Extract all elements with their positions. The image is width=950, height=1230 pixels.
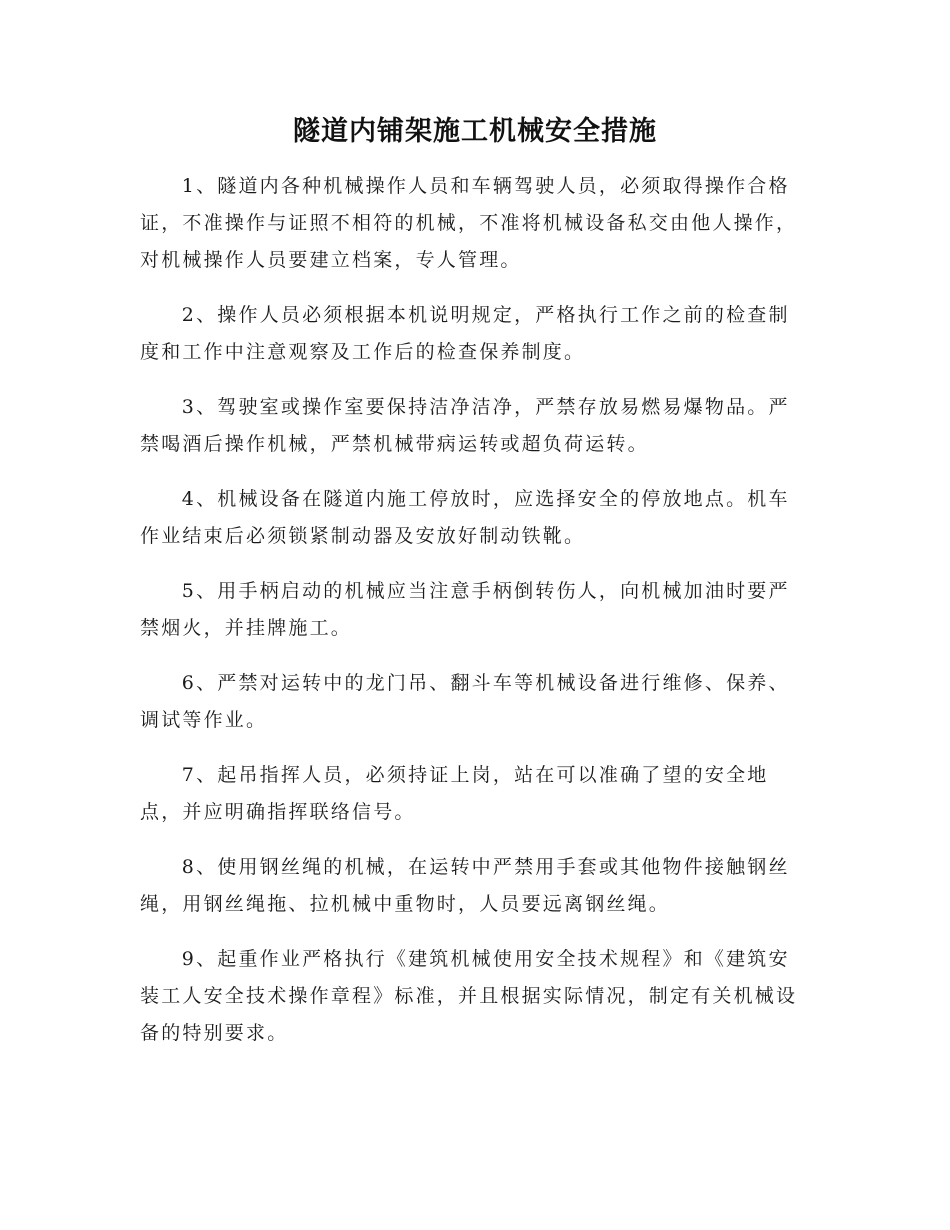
paragraph-9: 9、起重作业严格执行《建筑机械使用安全技术规程》和《建筑安装工人安全技术操作章程》标准，并且根据实际情况，制定有关机械设备的特别要求。 [140, 948, 798, 1044]
paragraph-2: 2、操作人员必须根据本机说明规定，严格执行工作之前的检查制度和工作中注意观察及工作后的检查保养制度。 [140, 304, 790, 363]
document-body [140, 168, 810, 1052]
paragraph-6: 6、严禁对运转中的龙门吊、翻斗车等机械设备进行维修、保养、调试等作业。 [140, 672, 790, 731]
document-title: 隧道内铺架施工机械安全措施 [293, 116, 657, 147]
paragraph-8: 8、使用钢丝绳的机械，在运转中严禁用手套或其他物件接触钢丝绳，用钢丝绳拖、拉机械中重物时，人员要远离钢丝绳。 [140, 856, 790, 915]
paragraph-3: 3、驾驶室或操作室要保持洁净洁净，严禁存放易燃易爆物品。严禁喝酒后操作机械，严禁机械带病运转或超负荷运转。 [140, 396, 790, 455]
paragraph-7: 7、起吊指挥人员，必须持证上岗，站在可以准确了望的安全地点，并应明确指挥联络信号。 [140, 764, 769, 823]
paragraph-4: 4、机械设备在隧道内施工停放时，应选择安全的停放地点。机车作业结束后必须锁紧制动器及安放好制动铁靴。 [140, 488, 790, 547]
paragraph-1: 1、隧道内各种机械操作人员和车辆驾驶人员，必须取得操作合格证，不准操作与证照不相符的机械，不准将机械设备私交由他人操作，对机械操作人员要建立档案，专人管理。 [140, 175, 798, 271]
paragraph-5: 5、用手柄启动的机械应当注意手柄倒转伤人，向机械加油时要严禁烟火，并挂牌施工。 [140, 580, 790, 639]
